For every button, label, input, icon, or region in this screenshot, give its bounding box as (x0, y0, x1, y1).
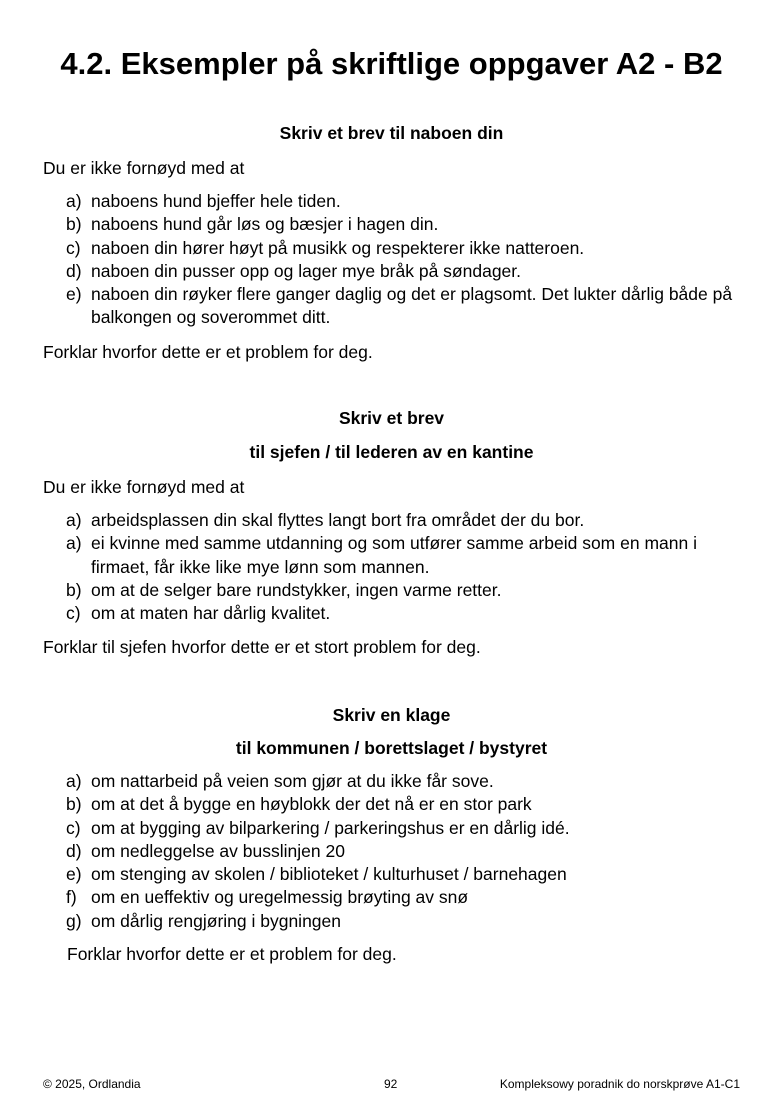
section2-outro: Forklar til sjefen hvorfor dette er et stort problem for deg. (43, 637, 481, 657)
section2-list (66, 509, 746, 625)
list-item-text: naboens hund går løs og bæsjer i hagen din. (91, 214, 439, 235)
list-item (66, 237, 746, 260)
list-marker: c) (66, 237, 81, 258)
list-item (66, 840, 746, 863)
list-item-text: om at det å bygge en høyblokk der det nå er en stor park (91, 794, 532, 815)
list-item-text: om at bygging av bilparkering / parkeringshus er en dårlig idé. (91, 817, 570, 838)
list-item (66, 770, 746, 793)
section3-heading: Skriv en klage (332, 705, 451, 725)
list-item (66, 579, 746, 602)
section1-heading: Skriv et brev til naboen din (279, 123, 504, 143)
section2-heading: Skriv et brev (338, 408, 445, 428)
list-item-text: om stenging av skolen / biblioteket / kulturhuset / barnehagen (91, 864, 567, 885)
list-item (66, 602, 746, 625)
list-item (66, 213, 746, 236)
list-marker: c) (66, 817, 81, 838)
list-item (66, 886, 746, 909)
list-item (66, 283, 746, 330)
list-marker: d) (66, 260, 82, 281)
list-marker: b) (66, 214, 82, 235)
list-marker: b) (66, 579, 82, 600)
list-item (66, 817, 746, 840)
list-item (66, 793, 746, 816)
list-marker: e) (66, 284, 82, 305)
list-marker: e) (66, 864, 82, 885)
section2-subheading: til sjefen / til lederen av en kantine (249, 442, 534, 462)
list-item (66, 509, 746, 532)
list-marker: a) (66, 771, 82, 791)
list-item-text: ei kvinne med samme utdanning og som utfører samme arbeid som en mann i firmaet, får ikke like mye lønn som mannen. (91, 533, 697, 577)
list-item (66, 190, 746, 213)
list-item (66, 863, 746, 886)
list-item-text: om nedleggelse av busslinjen 20 (91, 840, 345, 861)
list-item (66, 260, 746, 283)
section1-intro: Du er ikke fornøyd med at (43, 158, 245, 178)
section3-list (66, 770, 746, 933)
list-marker: a) (66, 191, 82, 211)
list-item-text: naboens hund bjeffer hele tiden. (91, 191, 341, 211)
list-marker: d) (66, 840, 82, 861)
list-item-text: om dårlig rengjøring i bygningen (91, 910, 341, 931)
list-item (66, 532, 746, 579)
list-marker: c) (66, 603, 81, 624)
list-item-text: om at de selger bare rundstykker, ingen varme retter. (91, 579, 502, 600)
list-item-text: arbeidsplassen din skal flyttes langt bort fra området der du bor. (91, 510, 585, 530)
list-item-text: om en ueffektiv og uregelmessig brøyting av snø (91, 887, 469, 908)
footer-book-title: Kompleksowy poradnik do norskprøve A1-C1 (499, 1077, 740, 1091)
list-item-text: naboen din røyker flere ganger daglig og det er plagsomt. Det lukter dårlig både på balkongen og soverommet ditt. (91, 284, 733, 328)
list-item (66, 910, 746, 933)
list-item-text: om nattarbeid på veien som gjør at du ikke får sove. (91, 771, 494, 791)
list-marker: f) (66, 887, 77, 908)
footer-copyright: © 2025, Ordlandia (43, 1077, 141, 1091)
list-marker: b) (66, 794, 82, 815)
list-marker: a) (66, 533, 82, 554)
section2-intro: Du er ikke fornøyd med at (43, 477, 245, 497)
list-item-text: om at maten har dårlig kvalitet. (91, 603, 331, 624)
section3-outro: Forklar hvorfor dette er et problem for deg. (67, 944, 397, 964)
page-title: 4.2. Eksempler på skriftlige oppgaver A2 - B2 (60, 46, 723, 81)
section1-outro: Forklar hvorfor dette er et problem for deg. (43, 342, 373, 362)
list-marker: a) (66, 510, 82, 530)
list-item-text: naboen din hører høyt på musikk og respekterer ikke natteroen. (91, 237, 585, 258)
section3-subheading: til kommunen / borettslaget / bystyret (235, 738, 548, 758)
list-marker: g) (66, 910, 82, 931)
list-item-text: naboen din pusser opp og lager mye bråk på søndager. (91, 260, 522, 281)
footer-page-number: 92 (384, 1077, 398, 1091)
section1-list (66, 190, 746, 330)
